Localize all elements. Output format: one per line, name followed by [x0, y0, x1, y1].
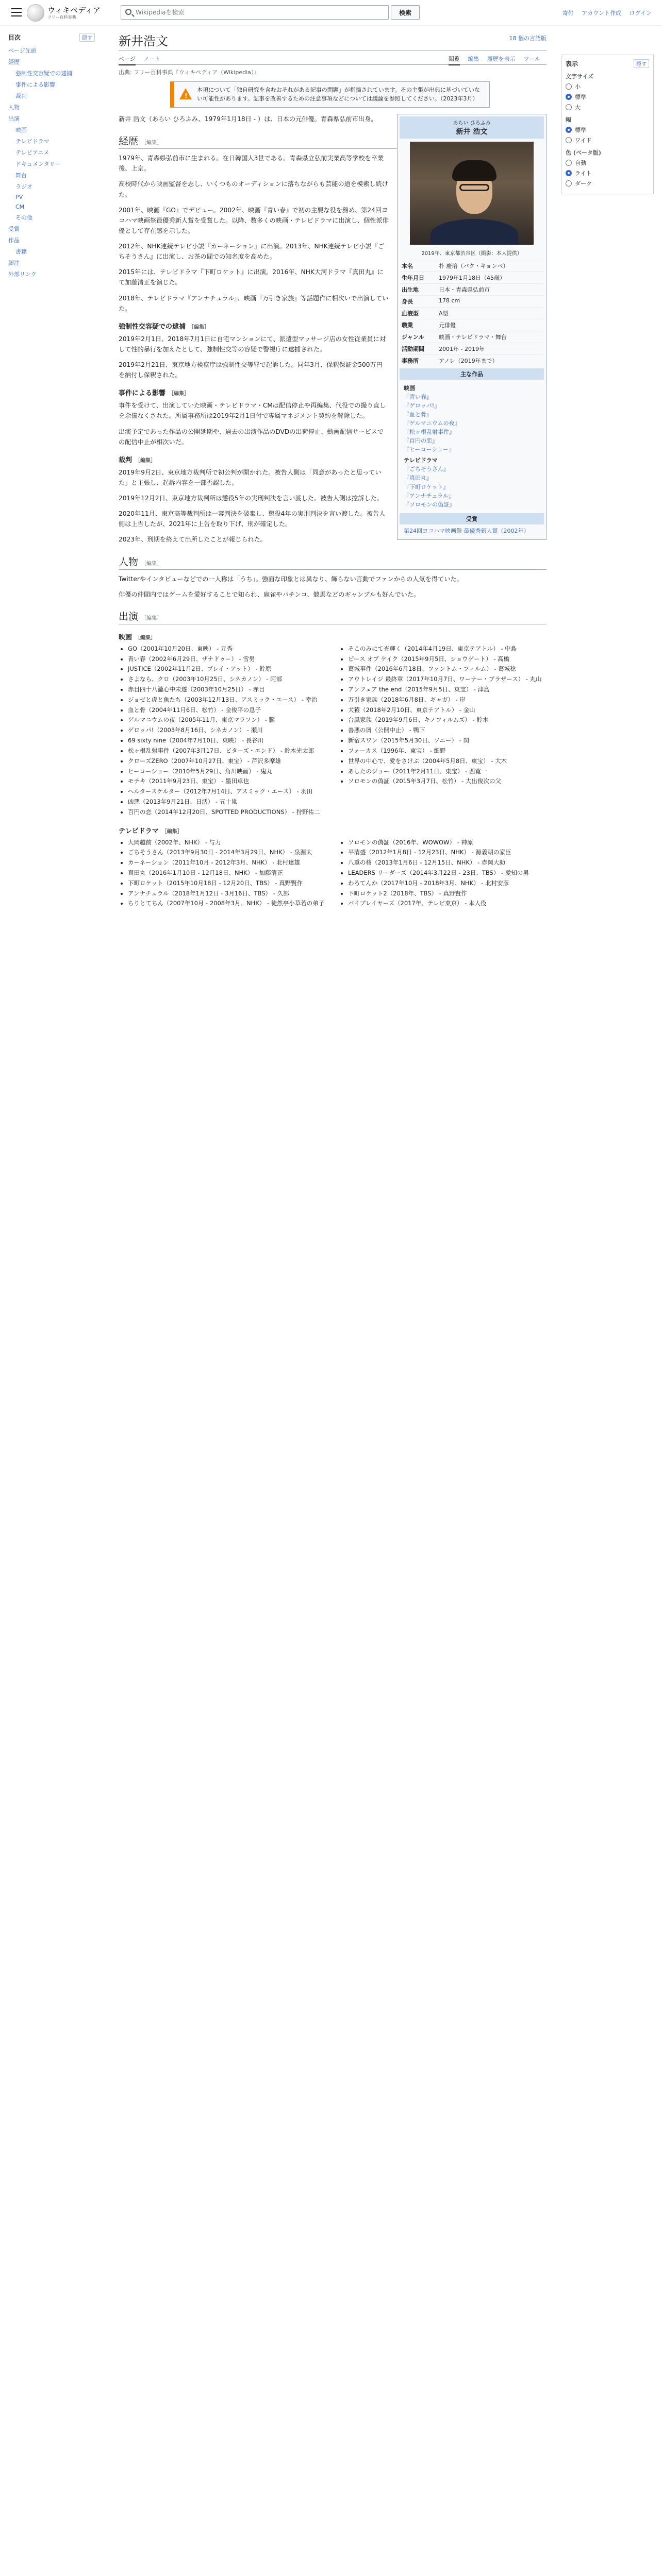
- infobox-row: [400, 331, 544, 343]
- infobox-award: [400, 524, 544, 537]
- infobox-value: 日本・青森県弘前市: [439, 286, 490, 293]
- work-list-item[interactable]: • 台風家族（2019年9月6日、キノフィルムズ） - 鈴木: [348, 716, 547, 725]
- edit-link[interactable]: ［編集］: [141, 561, 162, 567]
- toc-item[interactable]: 映画: [15, 127, 27, 133]
- toc-item[interactable]: テレビドラマ: [15, 138, 49, 145]
- radio-option[interactable]: [566, 126, 649, 134]
- infobox-row: [400, 260, 544, 272]
- radio-button[interactable]: [566, 170, 572, 176]
- radio-label: 大: [575, 104, 581, 111]
- edit-link[interactable]: ［編集］: [135, 635, 156, 641]
- infobox-value: 178 cm: [439, 297, 460, 304]
- radio-button[interactable]: [566, 137, 572, 143]
- infobox-works-category: テレビドラマ: [404, 457, 438, 464]
- work-list-item[interactable]: • ジョゼと虎と魚たち（2003年12月13日、アスミック・エース） - 幸治: [128, 696, 326, 705]
- infobox-work-link[interactable]: 『血と骨』: [404, 411, 432, 418]
- section-heading-text: 経歴: [119, 135, 139, 147]
- radio-option[interactable]: [566, 82, 649, 91]
- edit-link[interactable]: ［編集］: [141, 140, 162, 146]
- edit-link[interactable]: ［編集］: [189, 324, 210, 330]
- work-list-item[interactable]: • 犬猿（2018年2月10日、東京テアトル） - 金山: [348, 706, 547, 715]
- work-list-item[interactable]: • ピース オブ ケイク（2015年9月5日、ショウゲート） - 高橋: [348, 655, 547, 664]
- work-list-item[interactable]: • クローズZERO（2007年10月27日、東宝） - 芹沢多摩雄: [128, 757, 326, 766]
- work-list-item[interactable]: • 万引き家族（2018年6月8日、ギャガ） - 岸: [348, 696, 547, 705]
- toc-item[interactable]: PV: [15, 194, 23, 200]
- user-links: [556, 9, 652, 17]
- infobox-kanji: 新井 浩文: [456, 128, 488, 136]
- work-list-item[interactable]: • 平清盛（2012年1月8日 - 12月23日、NHK） - 源義朝の家臣: [348, 848, 547, 857]
- work-list-item[interactable]: • 世界の中心で、愛をさけぶ（2004年5月8日、東宝） - 大木: [348, 757, 547, 766]
- edit-link[interactable]: ［編集］: [169, 391, 190, 397]
- infobox-value: 元俳優: [439, 322, 456, 329]
- work-list-item[interactable]: • ソロモンの偽証（2016年、WOWOW） - 神原: [348, 838, 547, 848]
- film-list-left: [119, 645, 326, 818]
- infobox-name: [400, 116, 544, 139]
- work-list-item[interactable]: • フォーカス（1996年、東宝） - 細野: [348, 747, 547, 756]
- work-list-item[interactable]: • 真田丸（2016年1月10日 - 12月18日、NHK） - 加藤清正: [128, 869, 326, 878]
- radio-option[interactable]: [566, 103, 649, 111]
- infobox-row: [400, 272, 544, 283]
- infobox-value: 2001年 - 2019年: [439, 346, 485, 352]
- work-list-item[interactable]: • さよなら、クロ（2003年10月25日、シネカノン） - 阿部: [128, 675, 326, 684]
- infobox-row: [400, 283, 544, 295]
- work-list-item[interactable]: • わろてんか（2017年10月 - 2018年3月、NHK） - 北村安彦: [348, 879, 547, 888]
- infobox-value: 1979年1月18日（45歳）: [439, 275, 505, 281]
- section-paragraph: 1979年、青森県弘前市に生まれる。在日韓国人3世である。青森県立弘前実業高等学校を卒業後、上京。: [119, 155, 384, 173]
- work-list-item[interactable]: • 69 sixty nine（2004年7月10日、東映） - 長谷川: [128, 736, 326, 745]
- radio-label: ワイド: [575, 137, 592, 144]
- search-box: [121, 5, 389, 20]
- page-tagline: 出典: フリー百科事典『ウィキペディア（Wikipedia）』: [119, 69, 260, 76]
- film-heading-text: 映画: [119, 633, 133, 641]
- infobox-rows: [400, 260, 544, 366]
- work-list-item[interactable]: • GO（2001年10月20日、東映） - 元秀: [128, 645, 326, 654]
- infobox-work-link[interactable]: 『松ヶ根乱射事件』: [404, 429, 455, 436]
- page-tabs: [119, 50, 547, 65]
- tab-tools[interactable]: ツール: [523, 56, 540, 62]
- radio-label: ダーク: [575, 180, 592, 187]
- work-list-item[interactable]: • あしたのジョー（2011年2月11日、東宝） - 西寛一: [348, 767, 547, 776]
- drama-list-right: [339, 838, 547, 910]
- infobox-row: [400, 319, 544, 331]
- work-list-item[interactable]: • JUSTICE（2002年11月2日、プレイ・アット） - 鈴原: [128, 665, 326, 674]
- work-list-item[interactable]: • ソロモンの偽証（2015年3月7日、松竹） - 大出俊次の父: [348, 777, 547, 786]
- work-list-item[interactable]: • そこのみにて光輝く（2014年4月19日、東京テアトル） - 中島: [348, 645, 547, 654]
- toc-item[interactable]: CM: [15, 204, 25, 210]
- infobox-value: 映画・テレビドラマ・舞台: [439, 334, 507, 341]
- tab-edit[interactable]: 編集: [468, 56, 479, 62]
- infobox-key: 本名: [402, 263, 413, 269]
- title-row: [119, 30, 547, 50]
- section-paragraph: 2018年、テレビドラマ『アンナチュラル』、映画『万引き家族』等話題作に相次いで出演していた。: [119, 294, 389, 312]
- create-account-link[interactable]: アカウント作成: [582, 10, 622, 16]
- maintenance-notice: [170, 81, 490, 108]
- work-list-item[interactable]: • 善悪の屑（公開中止） - 鴨下: [348, 726, 547, 735]
- section-paragraph: 2020年11月、東京高等裁判所は一審判決を破棄し、懲役4年の実刑判決を言い渡した。被告人側は上告したが、2021年に上告を取り下げ、刑が確定した。: [119, 510, 386, 528]
- toc-item[interactable]: ラジオ: [15, 183, 32, 190]
- radio-button[interactable]: [566, 104, 572, 110]
- toc-item[interactable]: ページ先頭: [8, 47, 37, 54]
- work-list-item[interactable]: • 大岡越前（2002年、NHK） - 与力: [128, 838, 326, 848]
- toc-item[interactable]: ドキュメンタリー: [15, 161, 61, 167]
- work-list-item[interactable]: • 凶悪（2013年9月21日、日活） - 五十嵐: [128, 798, 326, 807]
- appearance-panel: [561, 55, 654, 199]
- drama-list: [119, 838, 547, 910]
- section-heading-text: 裁判: [119, 456, 133, 464]
- search-icon: [125, 9, 131, 15]
- notice-text: 本項について「独自研究を含むおそれがある記事の問題」が指摘されています。その主張が出典に基づいていない可能性があります。記事を改善するための注意事項などについては議論を参照してください。（2023年3月）: [197, 87, 480, 102]
- wikipedia-logo[interactable]: [27, 4, 44, 22]
- radio-button[interactable]: [566, 127, 572, 133]
- tab-talk[interactable]: ノート: [143, 56, 160, 62]
- work-list-item[interactable]: • バイプレイヤーズ（2017年、テレビ東京） - 本人役: [348, 899, 547, 908]
- section-heading-text: 事件による影響: [119, 389, 166, 398]
- award-item[interactable]: 第24回ヨコハマ映画祭 最優秀新人賞（2002年）: [404, 527, 529, 534]
- main-content: [119, 30, 547, 909]
- appearance-box: [561, 55, 654, 194]
- infobox-work-link[interactable]: 『ゲルマニウムの夜』: [404, 420, 460, 427]
- toc-hide-button[interactable]: 隠す: [79, 33, 95, 42]
- infobox-value: アノレ（2019年まで）: [439, 358, 498, 364]
- logo-tagline: フリー百科事典: [47, 15, 76, 20]
- infobox-key: 生年月日: [402, 275, 424, 281]
- infobox-key: 活動期間: [402, 346, 424, 352]
- toc-item[interactable]: 書籍: [15, 248, 27, 255]
- appearance-title: 表示: [566, 60, 578, 67]
- work-list-item[interactable]: • アンフェア the end（2015年9月5日、東宝） - 津島: [348, 685, 547, 694]
- toc-item[interactable]: 脚注: [8, 260, 20, 266]
- radio-label: 小: [575, 83, 581, 90]
- section-paragraph: 俳優の仲間内ではゲームを愛好することで知られ、麻雀やパチンコ、競馬などのギャンブルも好んでいた。: [119, 590, 420, 598]
- work-list-item[interactable]: • モテキ（2011年9月23日、東宝） - 墨田卓也: [128, 777, 326, 786]
- radio-label: 標準: [575, 127, 586, 133]
- infobox-key: ジャンル: [402, 334, 424, 341]
- toc-item[interactable]: 舞台: [15, 172, 27, 179]
- section-paragraph: 2023年、刑期を終えて出所したことが報じられた。: [119, 536, 267, 544]
- width-options: [566, 126, 649, 144]
- tab-read[interactable]: 閲覧: [449, 56, 460, 65]
- drama-heading: [119, 825, 547, 835]
- section-heading-text: 人物: [119, 556, 139, 568]
- edit-link[interactable]: ［編集］: [161, 828, 183, 835]
- login-link[interactable]: ログイン: [629, 10, 652, 16]
- infobox-key: 身長: [402, 298, 413, 305]
- infobox-value: A型: [439, 310, 449, 317]
- toc-header: [8, 33, 95, 42]
- work-list-item[interactable]: • ヒーローショー（2010年5月29日、角川映画） - 鬼丸: [128, 767, 326, 776]
- intro-paragraph: 新井 浩文（あらい ひろふみ、1979年1月18日 - ）は、日本の元俳優。青森県弘前市出身。: [119, 115, 377, 123]
- text-size-label: 文字サイズ: [566, 73, 594, 80]
- work-list-item[interactable]: • 葛城事件（2016年6月18日、ファントム・フィルム） - 葛城稔: [348, 665, 547, 674]
- radio-option[interactable]: [566, 179, 649, 188]
- toc-item[interactable]: 作品: [8, 237, 20, 244]
- infobox-key: 出生地: [402, 286, 419, 293]
- film-list: [119, 645, 547, 818]
- infobox-awards-header: 受賞: [400, 513, 544, 524]
- donate-link[interactable]: 寄付: [562, 10, 574, 16]
- infobox-works-header: 主な作品: [400, 368, 544, 380]
- works-heading-text: 出演: [119, 611, 139, 622]
- infobox-works-category: 映画: [404, 385, 415, 392]
- radio-label: 標準: [575, 94, 586, 100]
- appearance-hide-button[interactable]: 隠す: [634, 59, 649, 68]
- radio-option[interactable]: [566, 159, 649, 167]
- infobox-key: 血液型: [402, 310, 419, 317]
- toc-item[interactable]: 経歴: [8, 59, 20, 65]
- infobox-work-link[interactable]: 『ソロモンの偽証』: [404, 501, 455, 508]
- work-list-item[interactable]: • ヘルタースケルター（2012年7月14日、アスミック・エース） - 羽田: [128, 787, 326, 796]
- works-heading: [119, 609, 547, 624]
- radio-option[interactable]: [566, 93, 649, 101]
- work-list-item[interactable]: • 下町ロケット（2015年10月18日 - 12月20日、TBS） - 真野賢作: [128, 879, 326, 888]
- toc-item[interactable]: 裁判: [15, 93, 27, 99]
- text-size-options: [566, 82, 649, 111]
- infobox-works-list: [400, 380, 544, 511]
- toc-list: [8, 45, 95, 280]
- warning-icon: !: [179, 88, 192, 99]
- language-button[interactable]: 18 個の言語版: [509, 35, 547, 42]
- section-heading: [119, 554, 547, 570]
- appearance-header: [566, 59, 649, 68]
- width-label: 幅: [566, 116, 571, 123]
- toc-item[interactable]: 人物: [8, 104, 20, 111]
- section-paragraph: 2001年、映画『GO』でデビュー。2002年、映画『青い春』で初の主要な役を務め、第24回ヨコハマ映画祭最優秀新人賞を受賞した。以降、数多くの映画・テレビドラマに出演し、個性派俳優として存在感を示した。: [119, 206, 389, 234]
- edit-link[interactable]: ［編集］: [135, 457, 156, 464]
- work-list-item[interactable]: • LEADERS リーダーズ（2014年3月22日 - 23日、TBS） - 愛知の男: [348, 869, 547, 878]
- work-list-item[interactable]: • 赤目四十八瀧心中未遂（2003年10月25日） - 赤目: [128, 685, 326, 694]
- toc-item[interactable]: 強制性交容疑での逮捕: [15, 70, 72, 77]
- section-paragraph: 2015年には、テレビドラマ『下町ロケット』に出演。2016年、NHK大河ドラマ『真田丸』にて加藤清正を演じた。: [119, 268, 384, 286]
- infobox-work-link[interactable]: 『ごちそうさん』: [404, 466, 449, 473]
- infobox: [397, 114, 547, 540]
- infobox-work-link[interactable]: 『青い春』: [404, 394, 432, 401]
- infobox-row: [400, 343, 544, 354]
- toc-sidebar: [0, 26, 103, 287]
- section-paragraph: 高校時代から映画監督を志し、いくつものオーディションに落ちながらも芸能の道を模索し続けた。: [119, 180, 388, 198]
- infobox-work-link[interactable]: 『ヒーローショー』: [404, 446, 455, 453]
- work-list-item[interactable]: • ごちそうさん（2013年9月30日 - 2014年3月29日、NHK） - 泉源太: [128, 848, 326, 857]
- toc-item[interactable]: 出演: [8, 115, 20, 122]
- toc-item[interactable]: 事件による影響: [15, 81, 55, 88]
- section-heading-text: 強制性交容疑での逮捕: [119, 323, 186, 331]
- drama-list-left: [119, 838, 326, 910]
- infobox-work-link[interactable]: 『ゲロッパ!』: [404, 402, 440, 410]
- section-paragraph: 2019年9月2日、東京地方裁判所で初公判が開かれた。被告人側は「同意があったと思っていた」と主張し、起訴内容を一部否認した。: [119, 468, 382, 486]
- work-list-item[interactable]: • 血と骨（2004年11月6日、松竹） - 金俊平の息子: [128, 706, 326, 715]
- work-list-item[interactable]: • カーネーション（2011年10月 - 2012年3月、NHK） - 北村達雄: [128, 858, 326, 868]
- work-list-item[interactable]: • アウトレイジ 最終章（2017年10月7日、ワーナー・ブラザース） - 丸山: [348, 675, 547, 684]
- work-list-item[interactable]: • 下町ロケット2（2018年、TBS） - 真野賢作: [348, 889, 547, 899]
- work-list-item[interactable]: • 百円の恋（2014年12月20日、SPOTTED PRODUCTIONS） - 狩野祐二: [128, 808, 326, 817]
- toc-item[interactable]: 受賞: [8, 226, 20, 232]
- search-input[interactable]: [135, 7, 361, 18]
- toc-item[interactable]: その他: [15, 214, 32, 221]
- page-title: 新井浩文: [119, 34, 168, 48]
- section-paragraph: 2019年2月21日、東京地方検察庁は強制性交等罪で起訴した。同年3月、保釈保証金500万円を納付し保釈された。: [119, 361, 383, 379]
- infobox-key: 事務所: [402, 358, 419, 364]
- work-list-item[interactable]: • ちりとてちん（2007年10月 - 2008年3月、NHK） - 徒然亭小草若の弟子: [128, 899, 326, 908]
- portrait-photo[interactable]: [410, 142, 534, 245]
- section-paragraph: 2019年2月1日、2018年7月1日に自宅マンションにて、派遣型マッサージ店の女性従業員に対して性的暴行を加えたとして、強制性交等の容疑で警視庁に逮捕された。: [119, 335, 386, 353]
- edit-link[interactable]: ［編集］: [141, 615, 162, 621]
- radio-button[interactable]: [566, 94, 572, 100]
- work-list-item[interactable]: • 新宿スワン（2015年5月30日、ソニー） - 関: [348, 736, 547, 745]
- radio-label: ライト: [575, 170, 592, 177]
- work-list-item[interactable]: • ゲルマニウムの夜（2005年11月、東京マラソン） - 朧: [128, 716, 326, 725]
- section-paragraph: Twitterやインタビューなどでの一人称は「うち」。強面な印象とは異なり、飾らない言動でファンからの人気を得ていた。: [119, 575, 463, 583]
- work-list-item[interactable]: • アンナチュラル（2018年1月12日 - 3月16日、TBS） - 久部: [128, 889, 326, 899]
- search-button[interactable]: 検索: [391, 5, 420, 20]
- infobox-work-link[interactable]: 『百円の恋』: [404, 437, 438, 445]
- section-paragraph: 事件を受けて、出演していた映画・テレビドラマ・CMは配信停止や再編集、代役での撮り直しを余儀なくされた。所属事務所は2019年2月1日付で専属マネジメント契約を解除した。: [119, 402, 386, 420]
- radio-button[interactable]: [566, 83, 572, 90]
- infobox-key: 職業: [402, 322, 413, 329]
- drama-heading-text: テレビドラマ: [119, 827, 159, 835]
- section-paragraph: 出演予定であった作品の公開延期や、過去の出演作品のDVDの出荷停止、動画配信サービスでの配信中止が相次いだ。: [119, 428, 384, 446]
- tab-history[interactable]: 履歴を表示: [487, 56, 516, 62]
- infobox-row: [400, 354, 544, 366]
- film-heading: [119, 632, 547, 641]
- infobox-work-link[interactable]: 『下町ロケット』: [404, 483, 449, 490]
- work-list-item[interactable]: • ゲロッパ!（2003年8月16日、シネカノン） - 瀬川: [128, 726, 326, 735]
- radio-option[interactable]: [566, 169, 649, 177]
- main-menu-icon[interactable]: [11, 8, 22, 16]
- toc-item[interactable]: 外部リンク: [8, 271, 37, 278]
- infobox-work-link[interactable]: 『真田丸』: [404, 474, 432, 482]
- work-list-item[interactable]: • 松ヶ根乱射事件（2007年3月17日、ビターズ・エンド） - 鈴木光太郎: [128, 747, 326, 756]
- radio-option[interactable]: [566, 136, 649, 144]
- color-label: 色 (ベータ版): [566, 149, 601, 156]
- toc-item[interactable]: テレビアニメ: [15, 149, 49, 156]
- infobox-kana: あらい ひろふみ: [453, 121, 491, 126]
- work-list-item[interactable]: • 八重の桜（2013年1月6日 - 12月15日、NHK） - 赤岡大助: [348, 858, 547, 868]
- infobox-value: 朴 慶培（パク・キョンベ）: [439, 263, 509, 269]
- radio-button[interactable]: [566, 160, 572, 166]
- section-paragraph: 2019年12月2日、東京地方裁判所は懲役5年の実刑判決を言い渡した。被告人側は控訴した。: [119, 495, 383, 502]
- site-header: [0, 0, 662, 26]
- infobox-row: [400, 307, 544, 319]
- radio-button[interactable]: [566, 180, 572, 187]
- photo-caption: 2019年、東京都渋谷区（撮影：本人提供）: [421, 251, 522, 257]
- tab-page[interactable]: ページ: [119, 56, 136, 65]
- infobox-row: [400, 295, 544, 307]
- toc-title: 目次: [8, 34, 21, 41]
- infobox-work-link[interactable]: 『アンナチュラル』: [404, 492, 454, 499]
- logo-wordmark[interactable]: ウィキペディア: [47, 6, 101, 15]
- film-list-right: [339, 645, 547, 818]
- section-paragraph: 2012年、NHK連続テレビ小説『カーネーション』に出演。2013年、NHK連続テレビ小説『ごちそうさん』に出演し、お茶の間での知名度を高めた。: [119, 243, 385, 261]
- radio-label: 自動: [575, 160, 586, 166]
- color-options: [566, 159, 649, 188]
- work-list-item[interactable]: • 青い春（2002年6月29日、ザナドゥー） - 雪男: [128, 655, 326, 664]
